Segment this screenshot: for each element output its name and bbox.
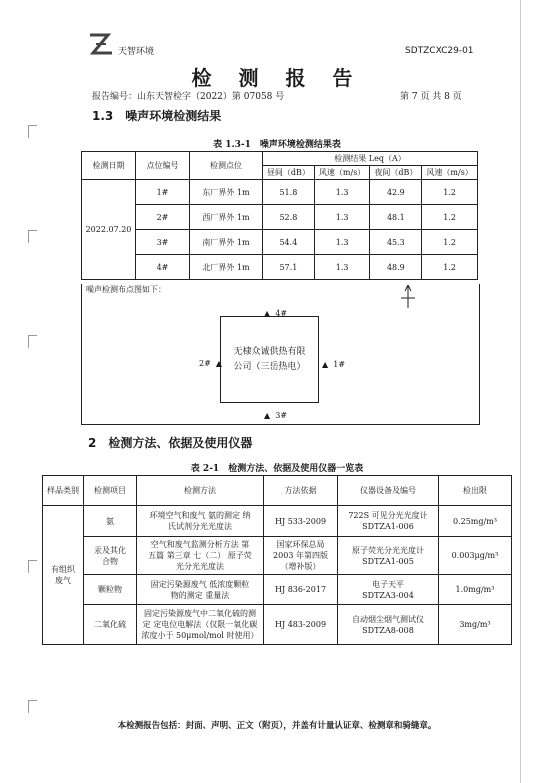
header-limit: 检出限 (439, 476, 512, 506)
cell-night: 48.9 (370, 255, 422, 280)
header-date: 检测日期 (82, 152, 136, 180)
cell-sample-type: 有组织废气 (43, 506, 84, 645)
cell-instrument: 自动烟尘烟气测试仪 SDTZA8-008 (338, 605, 439, 645)
point-1-marker (322, 352, 345, 371)
header-location: 检测点位 (190, 152, 263, 180)
point-label: 1# (333, 360, 346, 369)
triangle-icon: ▲ (322, 360, 329, 369)
header-method: 检测方法 (137, 476, 264, 506)
cell-limit: 0.25mg/m³ (439, 506, 512, 537)
section-heading-noise: 1.3 噪声环境检测结果 (92, 109, 222, 123)
cell-wind-day: 1.3 (314, 180, 370, 205)
header-basis: 方法依据 (264, 476, 338, 506)
cell-day: 54.4 (263, 230, 315, 255)
header-night: 夜间（dB） (370, 166, 422, 180)
binding-mark (28, 700, 37, 713)
cell-wind-day: 1.3 (314, 255, 370, 280)
cell-instrument: 电子天平 SDTZA3-004 (338, 575, 439, 605)
facility-name-line1: 无棣众诚供热有限 (233, 347, 306, 357)
cell-wind-night: 1.2 (422, 255, 478, 280)
section-heading-methods: 2 检测方法、依据及使用仪器 (88, 436, 253, 450)
table-row (43, 575, 512, 605)
cell-night: 42.9 (370, 180, 422, 205)
cell-day: 52.8 (263, 205, 315, 230)
cell-wind-day: 1.3 (314, 230, 370, 255)
header-sample-type: 样品类别 (43, 476, 84, 506)
table-row (82, 230, 478, 255)
cell-day: 51.8 (263, 180, 315, 205)
fold-line (520, 0, 521, 783)
diagram-label: 噪声检测布点图如下： (86, 285, 166, 294)
noise-results-table (81, 151, 478, 280)
company-name: 天智环境 (118, 47, 155, 57)
header-wind-night: 风速（m/s） (422, 166, 478, 180)
cell-point-no: 1# (136, 180, 190, 205)
facility-box (220, 316, 319, 403)
page-number: 第 7 页 共 8 页 (400, 92, 462, 102)
table-row (43, 506, 512, 537)
point-4-marker (264, 301, 287, 320)
binding-mark (28, 335, 37, 348)
cell-instrument: 原子荧光分光光度计 SDTZA1-005 (338, 537, 439, 575)
cell-wind-night: 1.2 (422, 205, 478, 230)
cell-method: 固定污染源废气 低浓度颗粒物的测定 重量法 (137, 575, 264, 605)
north-arrow-icon (400, 284, 416, 310)
table-row (82, 205, 478, 230)
header-instrument: 仪器设备及编号 (338, 476, 439, 506)
cell-basis: 国家环保总局 2003 年第四版 （增补版） (264, 537, 338, 575)
triangle-icon: ▲ (264, 411, 271, 420)
cell-limit: 3mg/m³ (439, 605, 512, 645)
point-3-marker (264, 403, 287, 422)
cell-method: 环境空气和废气 氨的测定 纳氏试剂分光光度法 (137, 506, 264, 537)
point-label: 4# (275, 309, 288, 318)
cell-location: 东厂界外 1m (190, 180, 263, 205)
cell-date: 2022.07.20 (82, 180, 136, 280)
cell-day: 57.1 (263, 255, 315, 280)
table-row (82, 255, 478, 280)
cell-night: 45.3 (370, 230, 422, 255)
facility-name-line2: 公司（三岳热电） (233, 362, 306, 372)
company-logo-icon (88, 32, 114, 56)
cell-point-no: 2# (136, 205, 190, 230)
cell-limit: 0.003μg/m³ (439, 537, 512, 575)
binding-mark (28, 560, 37, 573)
monitoring-point-diagram (81, 284, 480, 425)
cell-point-no: 4# (136, 255, 190, 280)
cell-instrument: 722S 可见分光光度计 SDTZA1-006 (338, 506, 439, 537)
cell-method: 固定污染源废气中二氧化硫的测定 定电位电解法（仅限一氧化碳浓度小于 50μmol/mol 时使用） (137, 605, 264, 645)
report-footer-note: 本检测报告包括：封面、声明、正文（附页），并盖有计量认证章、检测章和骑缝章。 (117, 721, 437, 731)
cell-item: 氨 (84, 506, 137, 537)
cell-limit: 1.0mg/m³ (439, 575, 512, 605)
document-code: SDTZCXC29-01 (405, 46, 474, 56)
cell-basis: HJ 483-2009 (264, 605, 338, 645)
cell-location: 北厂界外 1m (190, 255, 263, 280)
header-day: 昼间（dB） (263, 166, 315, 180)
table-row (82, 180, 478, 205)
cell-basis: HJ 533-2009 (264, 506, 338, 537)
cell-item: 二氧化硫 (84, 605, 137, 645)
cell-night: 48.1 (370, 205, 422, 230)
report-number: 报告编号：山东天智检字（2022）第 07058 号 (92, 92, 285, 102)
cell-location: 南厂界外 1m (190, 230, 263, 255)
table-caption-noise: 表 1.3-1 噪声环境检测结果表 (213, 140, 341, 150)
cell-method: 空气和废气监测分析方法 第五篇 第三章 七（二） 原子荧光分光光度法 (137, 537, 264, 575)
table-row (43, 605, 512, 645)
cell-item: 颗粒物 (84, 575, 137, 605)
header-wind-day: 风速（m/s） (314, 166, 370, 180)
header-item: 检测项目 (84, 476, 137, 506)
triangle-icon: ▲ (264, 309, 271, 318)
cell-basis: HJ 836-2017 (264, 575, 338, 605)
cell-wind-night: 1.2 (422, 230, 478, 255)
cell-location: 西厂界外 1m (190, 205, 263, 230)
point-label: 2# (199, 359, 211, 368)
header-result-group: 检测结果 Leq（A） (263, 152, 478, 166)
page-title: 检 测 报 告 (191, 66, 363, 90)
cell-item: 汞及其化合物 (84, 537, 137, 575)
table-row (43, 537, 512, 575)
header-point-no: 点位编号 (136, 152, 190, 180)
table-caption-methods: 表 2-1 检测方法、依据及使用仪器一览表 (190, 464, 364, 474)
point-label: 3# (275, 411, 288, 420)
point-2-marker (199, 351, 222, 370)
cell-wind-day: 1.3 (314, 205, 370, 230)
triangle-icon: ▲ (215, 359, 223, 368)
methods-table (42, 475, 512, 645)
cell-wind-night: 1.2 (422, 180, 478, 205)
cell-point-no: 3# (136, 230, 190, 255)
binding-mark (28, 230, 37, 243)
